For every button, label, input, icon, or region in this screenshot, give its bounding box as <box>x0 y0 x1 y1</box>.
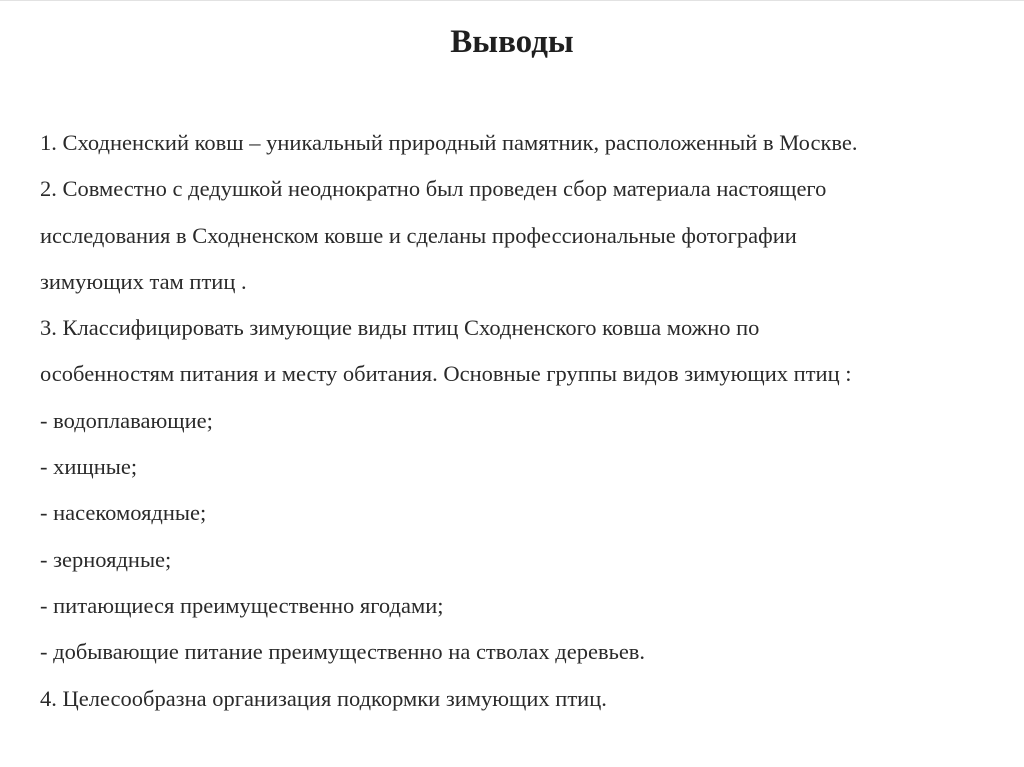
conclusion-line: 4. Целесообразна организация подкормки зимующих птиц. <box>40 685 607 711</box>
conclusion-line: зимующих там птиц . <box>40 268 247 294</box>
bird-group-item: - хищные; <box>40 454 138 480</box>
bird-group-item: - водоплавающие; <box>40 407 213 433</box>
conclusion-line: 2. Совместно с дедушкой неоднократно был проведен сбор материала настоящего <box>40 176 827 202</box>
bird-group-item: - питающиеся преимущественно ягодами; <box>40 592 444 618</box>
conclusions-text <box>40 120 1000 722</box>
conclusion-line: особенностям питания и месту обитания. Основные группы видов зимующих птиц : <box>40 361 852 387</box>
conclusion-line: 1. Сходненский ковш – уникальный природный памятник, расположенный в Москве. <box>40 130 858 155</box>
conclusion-line: исследования в Сходненском ковше и сделаны профессиональные фотографии <box>40 222 797 248</box>
slide-title: Выводы <box>450 24 574 60</box>
bird-group-item: - насекомоядные; <box>40 500 207 526</box>
bird-group-item: - зерноядные; <box>40 546 172 572</box>
bird-group-item: - добывающие питание преимущественно на стволах деревьев. <box>40 639 646 665</box>
conclusion-line: 3. Классифицировать зимующие виды птиц Сходненского ковша можно по <box>40 315 760 341</box>
slide-top-edge <box>0 0 1024 1</box>
